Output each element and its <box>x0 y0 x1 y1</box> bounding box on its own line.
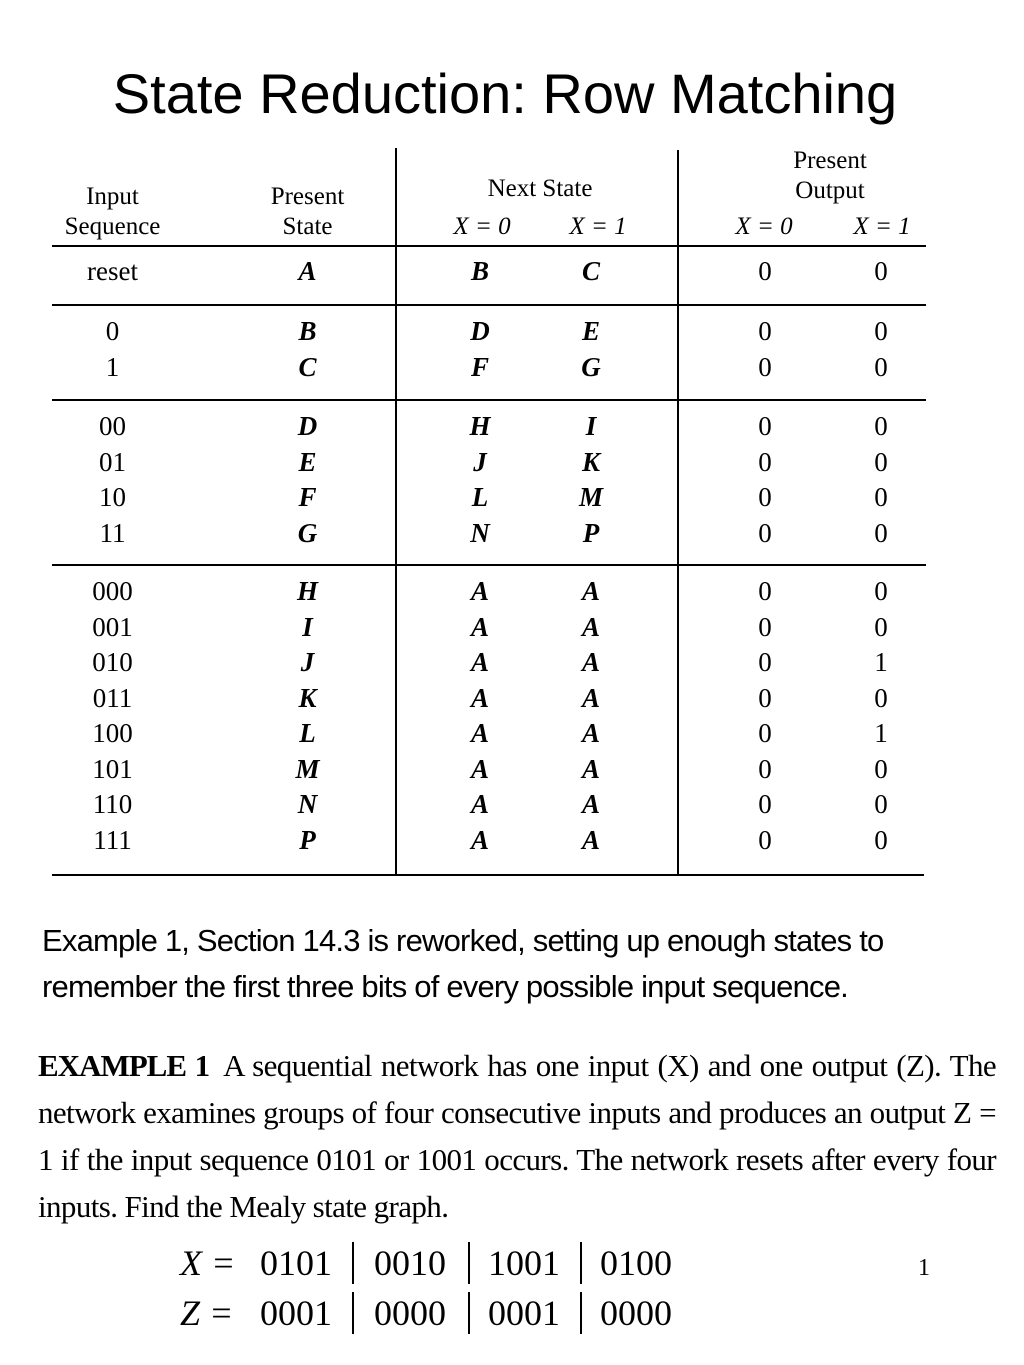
x-value: 0101 <box>260 1243 332 1283</box>
cell-output-x0: 0 <box>758 611 772 642</box>
cell-output-x0: 0 <box>758 789 772 819</box>
example-lead: EXAMPLE 1 <box>38 1048 210 1083</box>
example-text: A sequential network has one input (X) and one output (Z). The network examines groups of four consecutive inputs and produces an output Z = 1 if the input sequence 0101 or 1001 occurs. The network resets after every four inputs. Find the Mealy state graph. <box>38 1048 997 1224</box>
page-title: State Reduction: Row Matching <box>112 62 898 125</box>
cell-present-state: G <box>297 517 318 548</box>
cell-next-x1: G <box>581 351 601 382</box>
cell-output-x0: 0 <box>758 517 772 548</box>
cell-next-x0: J <box>473 446 487 477</box>
cell-next-x1: A <box>581 824 600 855</box>
cell-output-x1: 0 <box>874 482 888 512</box>
cell-present-state: F <box>298 482 317 512</box>
cell-input-sequence: 101 <box>92 753 133 784</box>
cell-next-x0: A <box>470 647 489 677</box>
header-output-x0-text: X = 0 <box>735 213 793 240</box>
page-number: 1 <box>918 1255 930 1281</box>
cell-next-x1: A <box>581 647 600 677</box>
cell-input-sequence: 110 <box>92 789 133 819</box>
header-input-line-2: Sequence <box>64 213 161 240</box>
cell-next-x1: C <box>581 256 600 286</box>
cell-input-sequence: 10 <box>99 482 126 512</box>
cell-present-state: A <box>298 256 317 286</box>
cell-output-x1: 0 <box>874 753 888 784</box>
header-state-line-2: State <box>282 213 333 240</box>
cell-output-x0: 0 <box>758 482 772 512</box>
cell-next-x0: D <box>470 316 490 346</box>
cell-next-x1: A <box>581 682 600 713</box>
header-output-line-1: Present <box>793 147 867 174</box>
header-present-state <box>245 182 370 242</box>
cell-next-x1: A <box>581 611 600 642</box>
z-value: 0001 <box>260 1293 332 1333</box>
cell-present-state: I <box>302 611 313 642</box>
example-paragraph <box>38 1042 996 1230</box>
sequence-divider <box>468 1292 470 1334</box>
header-output-line-2: Output <box>795 177 865 204</box>
cell-next-x0: F <box>470 351 489 382</box>
cell-output-x1: 0 <box>874 351 888 382</box>
cell-next-x0: L <box>471 482 489 512</box>
cell-output-x1: 0 <box>874 517 888 548</box>
cell-next-x1: A <box>581 753 600 784</box>
cell-input-sequence: 000 <box>92 576 133 606</box>
cell-present-state: L <box>299 718 316 748</box>
header-output-x1-text: X = 1 <box>853 213 911 240</box>
cell-output-x1: 0 <box>874 824 888 855</box>
bottom-rule <box>52 874 924 876</box>
cell-next-x1: K <box>581 446 600 477</box>
cell-present-state: N <box>297 789 318 819</box>
cell-output-x0: 0 <box>758 682 772 713</box>
cell-output-x1: 0 <box>874 611 888 642</box>
cell-input-sequence: 11 <box>99 517 126 548</box>
cell-input-sequence: 01 <box>99 446 126 477</box>
cell-next-x0: A <box>470 789 489 819</box>
cell-output-x1: 0 <box>874 576 888 606</box>
z-label-text: Z = <box>180 1293 234 1333</box>
cell-output-x0: 0 <box>758 256 772 286</box>
cell-present-state: J <box>300 647 315 677</box>
cell-output-x0: 0 <box>758 446 772 477</box>
cell-next-x1: P <box>582 517 600 548</box>
header-input-sequence <box>50 182 175 242</box>
header-rule <box>52 245 926 247</box>
cell-output-x0: 0 <box>758 411 772 441</box>
cell-next-x1: A <box>581 789 600 819</box>
cell-input-sequence: 00 <box>99 411 126 441</box>
cell-next-x1: E <box>581 316 600 346</box>
cell-input-sequence: reset <box>87 256 138 286</box>
cell-present-state: E <box>298 446 317 477</box>
cell-input-sequence: 100 <box>92 718 133 748</box>
cell-input-sequence: 0 <box>105 316 120 346</box>
cell-present-state: D <box>297 411 318 441</box>
cell-next-x0: A <box>470 753 489 784</box>
cell-next-x0: A <box>470 682 489 713</box>
x-value: 1001 <box>488 1243 560 1283</box>
z-value: 0000 <box>600 1293 672 1333</box>
x-label-text: X = <box>180 1243 236 1283</box>
header-output-x1 <box>822 212 942 242</box>
header-output-x0 <box>704 212 824 242</box>
header-next-x0-text: X = 0 <box>453 213 511 240</box>
cell-output-x0: 0 <box>758 753 772 784</box>
cell-next-x0: A <box>470 611 489 642</box>
sequence-divider <box>580 1292 582 1334</box>
header-next-state: Next State <box>487 175 593 202</box>
sequence-divider <box>352 1242 354 1284</box>
cell-next-x1: A <box>581 576 600 606</box>
z-value: 0000 <box>374 1293 446 1333</box>
cell-next-x1: A <box>581 718 600 748</box>
cell-output-x1: 0 <box>874 789 888 819</box>
group-rule-2 <box>52 399 926 401</box>
x-value: 0100 <box>600 1243 672 1283</box>
cell-next-x0: A <box>470 824 489 855</box>
cell-output-x0: 0 <box>758 718 772 748</box>
sequence-divider <box>468 1242 470 1284</box>
cell-next-x0: N <box>470 517 490 548</box>
cell-output-x0: 0 <box>758 351 772 382</box>
header-input-line-1: Input <box>86 183 139 210</box>
z-value: 0001 <box>488 1293 560 1333</box>
cell-output-x1: 1 <box>874 647 888 677</box>
cell-next-x0: H <box>469 411 491 441</box>
header-present-output <box>745 146 915 206</box>
header-next-x1 <box>538 212 658 242</box>
cell-next-x0: B <box>470 256 489 286</box>
header-next-x1-text: X = 1 <box>569 213 627 240</box>
divider-next-state <box>395 148 397 876</box>
cell-output-x0: 0 <box>758 824 772 855</box>
cell-input-sequence: 111 <box>93 824 132 855</box>
cell-present-state: K <box>298 682 317 713</box>
caption: Example 1, Section 14.3 is reworked, setting up enough states to remember the first three bits of every possible input sequence. <box>42 923 884 1004</box>
divider-output <box>677 150 679 876</box>
cell-input-sequence: 1 <box>105 351 120 382</box>
cell-next-x1: M <box>578 482 603 512</box>
sequence-divider <box>352 1292 354 1334</box>
cell-output-x0: 0 <box>758 316 772 346</box>
cell-present-state: P <box>299 824 316 855</box>
cell-output-x0: 0 <box>758 647 772 677</box>
header-next-x0 <box>422 212 542 242</box>
group-rule-1 <box>52 304 926 306</box>
cell-next-x0: A <box>470 718 489 748</box>
cell-output-x1: 1 <box>874 718 888 748</box>
x-value: 0010 <box>374 1243 446 1283</box>
cell-input-sequence: 010 <box>92 647 133 677</box>
cell-output-x1: 0 <box>874 446 888 477</box>
group-rule-3 <box>52 564 926 566</box>
cell-output-x1: 0 <box>874 316 888 346</box>
cell-input-sequence: 011 <box>92 682 133 713</box>
cell-output-x1: 0 <box>874 411 888 441</box>
cell-present-state: B <box>298 316 317 346</box>
state-table <box>50 140 926 880</box>
cell-present-state: C <box>298 351 317 382</box>
cell-present-state: M <box>295 753 320 784</box>
cell-next-x0: A <box>470 576 489 606</box>
cell-input-sequence: 001 <box>92 611 133 642</box>
cell-present-state: H <box>296 576 318 606</box>
sequence-divider <box>580 1242 582 1284</box>
header-state-line-1: Present <box>270 183 345 210</box>
cell-output-x1: 0 <box>874 682 888 713</box>
cell-output-x1: 0 <box>874 256 888 286</box>
cell-next-x1: I <box>585 411 597 441</box>
cell-output-x0: 0 <box>758 576 772 606</box>
